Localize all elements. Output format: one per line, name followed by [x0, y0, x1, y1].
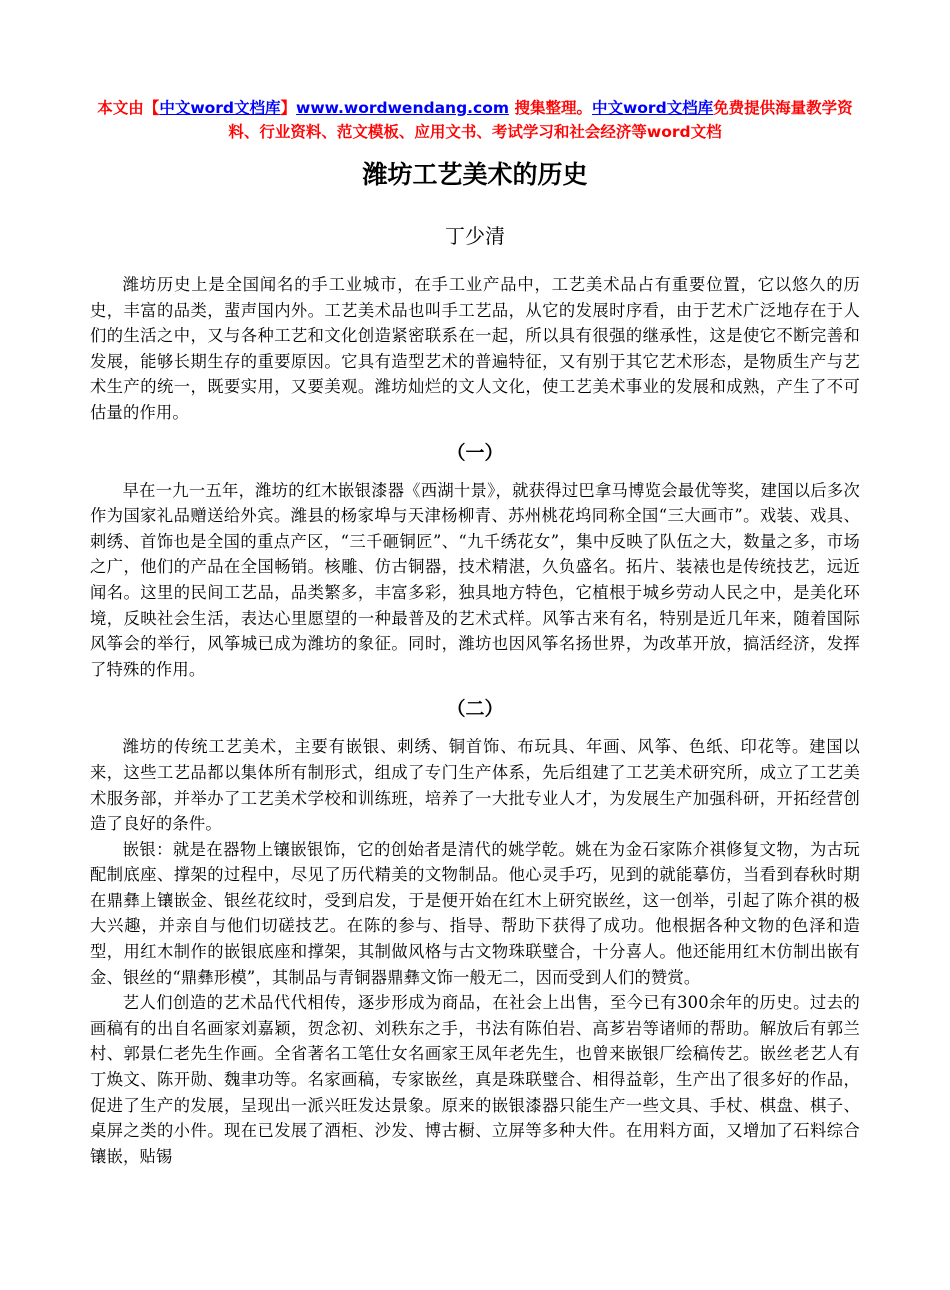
section-1-paragraph: 早在一九一五年，潍坊的红木嵌银漆器《西湖十景》，就获得过巴拿马博览会最优等奖，建国以后多次作为国家礼品赠送给外宾。潍县的杨家埠与天津杨柳青、苏州桃花坞同称全国“三大画市”。戏装、戏具、刺绣、首饰也是全国的重点产区，“三千砸铜匠”、“九千绣花女”，集中反映了队伍之大，数量之多，市场之广，他们的产品在全国畅销。核雕、仿古铜器，技术精湛，久负盛名。拓片、装裱也是传统技艺，远近闻名。这里的民间工艺品，品类繁多，丰富多彩，独具地方特色，它植根于城乡劳动人民之中，是美化环境，反映社会生活，表达心里愿望的一种最普及的艺术式样。风筝古来有名，特别是近几年来，随着国际风筝会的举行，风筝城已成为潍坊的象征。同时，潍坊也因风筝名扬世界，为改革开放，搞活经济，发挥了特殊的作用。: [90, 480, 860, 679]
section-2-paragraph-3: 艺人们创造的艺术品代代相传，逐步形成为商品，在社会上出售，至今已有300余年的历史。过去的画稿有的出自名画家刘嘉颖，贺念初、刘秩东之手，书法有陈伯岩、高芗岩等诸师的帮助。解放后有郭兰村、郭景仁老先生作画。全省著名工笔仕女名画家王凤年老先生，也曾来嵌银厂绘稿传艺。嵌丝老艺人有丁焕文、陈开勋、魏聿功等。名家画稿，专家嵌丝，真是珠联璧合、相得益彰，生产出了很多好的作品，促进了生产的发展，呈现出一派兴旺发达景象。原来的嵌银漆器只能生产一些文具、手杖、棋盘、棋子、桌屏之类的小件。现在已发展了酒柜、沙发、博古橱、立屏等多种大件。在用料方面，又增加了石料综合镶嵌，贴锡: [90, 993, 860, 1166]
site-link-2[interactable]: 中文word文档库: [591, 99, 714, 117]
notice-prefix: 本文由【: [97, 99, 160, 117]
document-author: 丁少清: [445, 224, 505, 248]
notice-mid: 搜集整理。: [509, 99, 592, 117]
section-1-heading: （一）: [446, 441, 504, 464]
section-2-paragraph-1: 潍坊的传统工艺美术，主要有嵌银、刺绣、铜首饰、布玩具、年画、风筝、色纸、印花等。建国以来，这些工艺品都以集体所有制形式，组成了专门生产体系，先后组建了工艺美术研究所，成立了工艺美术服务部，并举办了工艺美术学校和训练班，培养了一大批专业人才，为发展生产加强科研，开拓经营创造了良好的条件。: [90, 737, 860, 834]
site-link[interactable]: 中文word文档库: [159, 99, 281, 117]
download-notice: [82, 96, 868, 144]
document-title: 潍坊工艺美术的历史: [362, 160, 588, 189]
section-2-heading: （二）: [446, 698, 504, 721]
intro-paragraph: 潍坊历史上是全国闻名的手工业城市，在手工业产品中，工艺美术品占有重要位置，它以悠久的历史，丰富的品类，蜚声国内外。工艺美术品也叫手工艺品，从它的发展时序看，由于艺术广泛地存在于人们的生活之中，又与各种工艺和文化创造紧密联系在一起，所以具有很强的继承性，这是使它不断完善和发展，能够长期生存的重要原因。它具有造型艺术的普遍特征，又有别于其它艺术形态，是物质生产与艺术生产的统一，既要实用，又要美观。潍坊灿烂的文人文化，使工艺美术事业的发展和成熟，产生了不可估量的作用。: [90, 275, 860, 422]
notice-bracket: 】: [280, 99, 297, 117]
notice-suffix: 免费提供海量教学资料、行业资料、范文模板、应用文书、考试学习和社会经济等word文档: [228, 99, 853, 141]
site-url-link[interactable]: www.wordwendang.com: [296, 99, 510, 117]
section-2-paragraph-2: 嵌银：就是在器物上镶嵌银饰，它的创始者是清代的姚学乾。姚在为金石家陈介祺修复文物，为古玩配制底座、撑架的过程中，尽见了历代精美的文物制品。他心灵手巧，见到的就能摹仿，当看到春秋时期在鼎彝上镶嵌金、银丝花纹时，受到启发，于是便开始在红木上研究嵌丝，这一创举，引起了陈介祺的极大兴趣，并亲自与他们切磋技艺。在陈的参与、指导、帮助下获得了成功。他根据各种文物的色泽和造型，用红木制作的嵌银底座和撑架，其制做风格与古文物珠联璧合，十分喜人。他还能用红木仿制出嵌有金、银丝的“鼎彝形模”，其制品与青铜器鼎彝文饰一般无二，因而受到人们的赞赏。: [90, 839, 860, 987]
